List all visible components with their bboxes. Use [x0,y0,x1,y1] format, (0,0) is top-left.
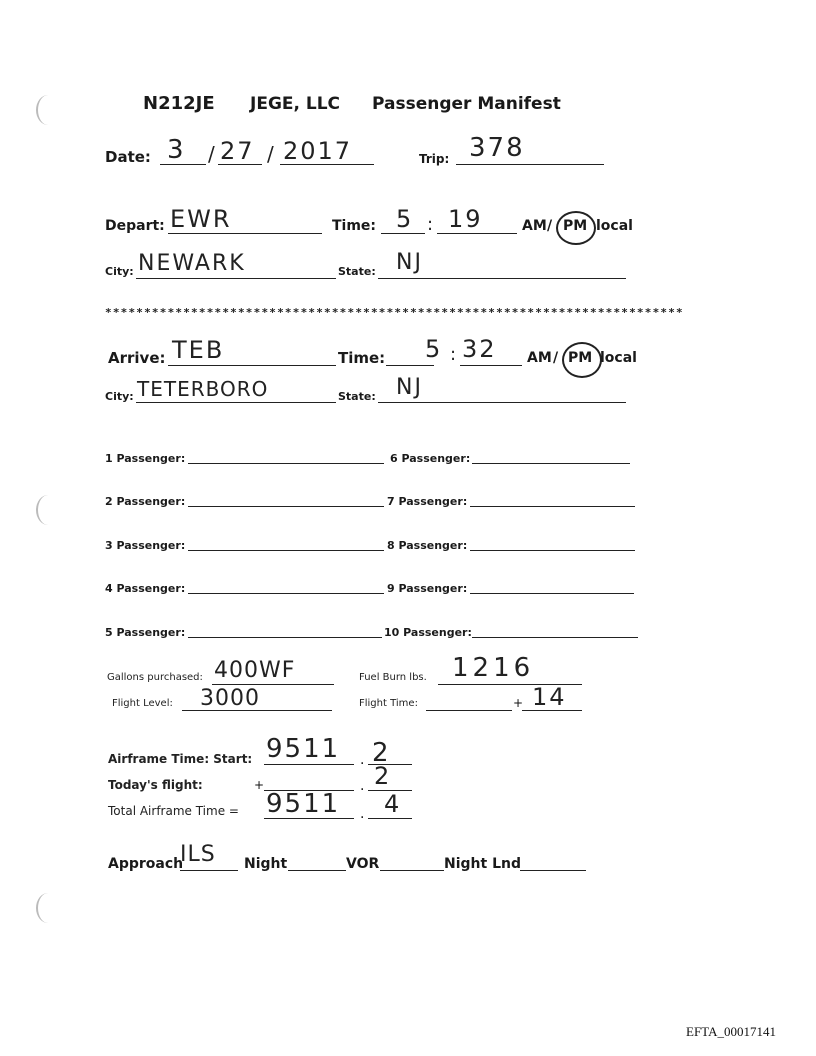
passenger-7-label: 7 Passenger: [387,495,468,508]
passenger-1-label: 1 Passenger: [105,452,186,465]
arrive-city-label: City: [105,390,134,403]
flight-time-plus: + [513,696,524,710]
arrive-time-label: Time: [338,349,386,367]
separator-stars: ************************************************************************** [105,306,684,319]
date-year-value[interactable]: 2017 [283,137,353,165]
airframe-start-dot: . [360,752,365,768]
date-label: Date: [105,148,151,166]
tail-number: N212JE [143,93,215,114]
night-lnd-label: Night Lnd [444,856,521,872]
passenger-2-line[interactable] [188,506,384,507]
flight-time-value[interactable]: 14 [532,683,567,711]
passenger-5-line[interactable] [188,637,382,638]
passenger-3-label: 3 Passenger: [105,539,186,552]
depart-code-value[interactable]: EWR [170,205,232,233]
total-airframe-tenth-line [368,818,412,819]
depart-am-label: AM [522,218,547,234]
arrive-hour-line [386,365,434,366]
date-slash-1: / [208,142,217,166]
arrive-min-value[interactable]: 32 [462,335,497,363]
trip-label: Trip: [419,152,450,166]
arrive-pm-label: PM [568,350,593,366]
approach-line [180,870,238,871]
depart-state-line [378,278,626,279]
passenger-6-line[interactable] [472,463,630,464]
depart-slash: / [547,218,553,234]
depart-city-line [136,278,336,279]
arrive-time-colon: : [450,344,459,365]
arrive-hour-value[interactable]: 5 [425,335,443,363]
passenger-4-label: 4 Passenger: [105,582,186,595]
arrive-city-line [136,402,336,403]
flight-level-label: Flight Level: [112,698,173,709]
depart-state-value[interactable]: NJ [396,250,423,275]
passenger-3-line[interactable] [188,550,384,551]
airframe-start-line [264,764,354,765]
todays-flight-tenth[interactable]: 2 [374,762,392,790]
airframe-start-whole[interactable]: 9511 [266,734,341,764]
passenger-1-line[interactable] [188,463,384,464]
passenger-4-line[interactable] [188,593,384,594]
passenger-10-label: 10 Passenger: [384,626,472,639]
depart-min-value[interactable]: 19 [448,205,483,233]
depart-time-label: Time: [332,218,377,234]
vor-label: VOR [346,856,380,872]
night-label: Night [244,856,288,872]
flight-time-label: Flight Time: [359,698,418,709]
arrive-state-label: State: [338,390,376,403]
passenger-2-label: 2 Passenger: [105,495,186,508]
total-airframe-label: Total Airframe Time = [108,804,239,818]
airframe-start-label: Airframe Time: Start: [108,752,253,766]
depart-hour-value[interactable]: 5 [396,205,414,233]
arrive-state-line [378,402,626,403]
flight-level-value[interactable]: 3000 [200,686,260,711]
total-airframe-tenth[interactable]: 4 [384,790,402,818]
arrive-city-value[interactable]: TETERBORO [137,377,269,401]
binder-hole-middle [36,495,60,525]
arrive-label: Arrive: [108,349,166,367]
date-month-value[interactable]: 3 [167,135,186,165]
vor-line[interactable] [380,870,444,871]
arrive-slash: / [553,350,559,366]
document-id: EFTA_00017141 [686,1024,776,1039]
date-slash-2: / [267,142,276,166]
passenger-10-line[interactable] [472,637,638,638]
approach-label: Approach [108,856,184,872]
night-lnd-line[interactable] [520,870,586,871]
night-line[interactable] [288,870,346,871]
todays-flight-dot: . [360,778,365,794]
total-airframe-dot: . [360,806,365,822]
passenger-5-label: 5 Passenger: [105,626,186,639]
airframe-start-tenth[interactable]: 2 [372,738,391,768]
gallons-value[interactable]: 400WF [214,658,296,683]
trip-value[interactable]: 378 [469,133,525,163]
date-day-value[interactable]: 27 [220,137,255,165]
depart-line [168,233,322,234]
passenger-9-label: 9 Passenger: [387,582,468,595]
depart-state-label: State: [338,265,376,278]
fuel-burn-value[interactable]: 1216 [452,653,535,683]
gallons-line [212,684,334,685]
depart-label: Depart: [105,218,165,234]
passenger-6-label: 6 Passenger: [390,452,471,465]
todays-flight-plus: + [254,778,265,792]
arrive-state-value[interactable]: NJ [396,375,423,400]
binder-hole-top [36,95,60,125]
approach-value[interactable]: ILS [180,842,216,867]
passenger-8-line[interactable] [470,550,635,551]
trip-line [456,164,604,165]
depart-local-label: local [596,218,633,234]
arrive-local-label: local [600,350,637,366]
total-airframe-whole[interactable]: 9511 [266,789,341,819]
fuel-burn-label: Fuel Burn lbs. [359,672,427,683]
passenger-7-line[interactable] [470,506,635,507]
form-title: Passenger Manifest [372,94,561,114]
depart-hour-line [381,233,425,234]
passenger-8-label: 8 Passenger: [387,539,468,552]
arrive-pm-circle [562,342,602,378]
depart-time-colon: : [427,214,436,235]
depart-city-value[interactable]: NEWARK [138,251,246,276]
depart-pm-circle [556,211,596,245]
company-name: JEGE, LLC [250,94,341,114]
arrive-line [168,365,336,366]
depart-pm-label: PM [563,218,588,234]
depart-city-label: City: [105,265,134,278]
passenger-9-line[interactable] [470,593,634,594]
gallons-label: Gallons purchased: [107,672,203,683]
flight-time-line [426,710,512,711]
arrive-am-label: AM [527,350,552,366]
binder-hole-bottom [36,893,60,923]
depart-min-line [437,233,517,234]
arrive-code-value[interactable]: TEB [172,336,225,364]
todays-flight-label: Today's flight: [108,778,203,792]
arrive-min-line [460,365,522,366]
